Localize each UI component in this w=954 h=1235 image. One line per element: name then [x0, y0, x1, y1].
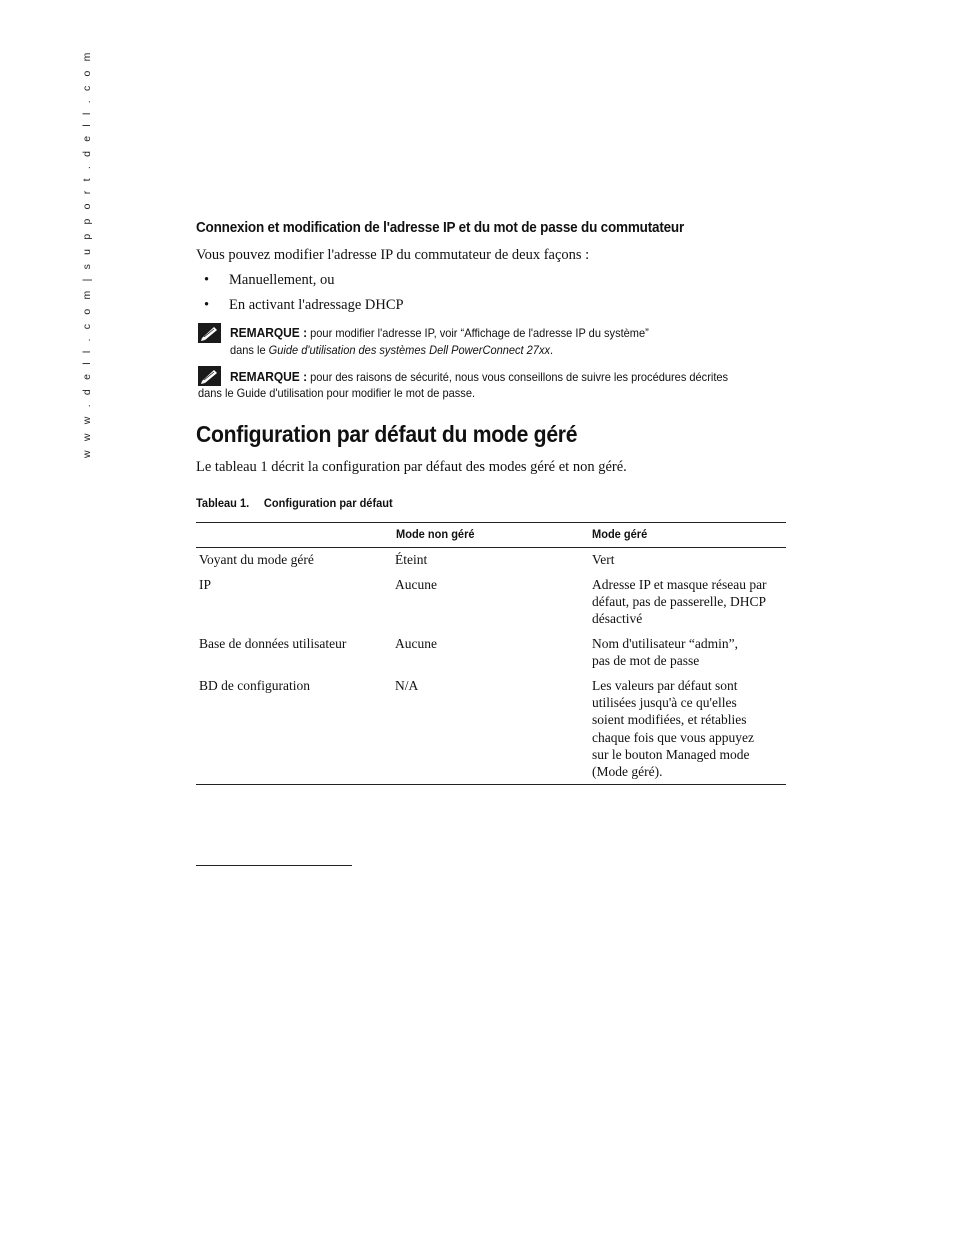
table-cell-name: IP [199, 577, 212, 592]
table-cell-managed [592, 551, 615, 568]
list-item-text: Manuellement, ou [229, 272, 335, 288]
cell-line: Les valeurs par défaut sont [592, 678, 738, 693]
cell-line: défaut, pas de passerelle, DHCP [592, 594, 766, 610]
note-line [230, 369, 728, 384]
pencil-note-icon [198, 366, 221, 386]
table-cell-managed [592, 635, 738, 669]
cell-line: chaque fois que vous appuyez [592, 729, 754, 745]
table-header-rule [196, 547, 786, 548]
cell-line: Nom d'utilisateur “admin”, [592, 636, 739, 651]
note-label: REMARQUE : [230, 325, 308, 340]
note-text: . [549, 343, 554, 357]
footnote-separator [196, 865, 352, 866]
table-cell-unmanaged: Aucune [395, 577, 437, 592]
note-line [230, 325, 649, 340]
cell-line: (Mode géré). [592, 764, 663, 780]
table-cell-unmanaged: Éteint [395, 552, 428, 567]
list-item [204, 297, 404, 314]
cell-line: Adresse IP et masque réseau par [592, 577, 767, 592]
list-item-text: En activant l'adressage DHCP [229, 297, 404, 313]
table-header-managed: Mode géré [592, 527, 648, 541]
table-cell-managed [592, 576, 767, 628]
table-cell-name: Voyant du mode géré [199, 552, 314, 567]
cell-line: soient modifiées, et rétablies [592, 712, 747, 728]
section-intro: Vous pouvez modifier l'adresse IP du commutateur de deux façons : [196, 247, 590, 263]
table-caption-title: Configuration par défaut [263, 496, 393, 510]
table-cell-name: Base de données utilisateur [199, 636, 347, 651]
bullet-icon: • [204, 272, 210, 288]
table-bottom-rule [196, 784, 786, 785]
table-caption-number: Tableau 1. [196, 496, 250, 510]
pencil-note-icon [198, 323, 221, 343]
cell-line: pas de mot de passe [592, 653, 700, 669]
config-intro: Le tableau 1 décrit la configuration par défaut des modes géré et non géré. [196, 459, 627, 475]
table-cell-managed [592, 677, 754, 780]
note-text: dans le Guide d'utilisation pour modifier le mot de passe. [198, 386, 476, 400]
guide-title: Guide d'utilisation des systèmes Dell PowerConnect 27xx [268, 343, 550, 357]
note-text: pour modifier l'adresse IP, voir “Affichage de l'adresse IP du système” [310, 326, 649, 340]
note-line [198, 386, 475, 400]
cell-line: sur le bouton Managed mode [592, 746, 750, 762]
table-caption [196, 496, 393, 510]
note-label: REMARQUE : [230, 369, 308, 384]
page-title: Configuration par défaut du mode géré [196, 421, 578, 447]
bullet-icon: • [204, 297, 210, 313]
cell-line: utilisées jusqu'à ce qu'elles [592, 695, 737, 711]
sidebar-url: w w w . d e l l . c o m | s u p p o r t . d e l l . c o m [81, 49, 93, 458]
table-top-rule [196, 522, 786, 523]
note-line [230, 343, 553, 357]
note-text: pour des raisons de sécurité, nous vous conseillons de suivre les procédures décrites [310, 370, 729, 384]
table-header-unmanaged: Mode non géré [396, 527, 475, 541]
table-cell-unmanaged: N/A [395, 678, 419, 693]
cell-line: désactivé [592, 611, 643, 627]
cell-line: Vert [592, 552, 615, 567]
list-item [204, 272, 335, 289]
note-text: dans le [230, 343, 269, 357]
table-cell-unmanaged: Aucune [395, 636, 437, 651]
section-heading: Connexion et modification de l'adresse IP et du mot de passe du commutateur [196, 220, 685, 236]
table-cell-name: BD de configuration [199, 678, 310, 693]
